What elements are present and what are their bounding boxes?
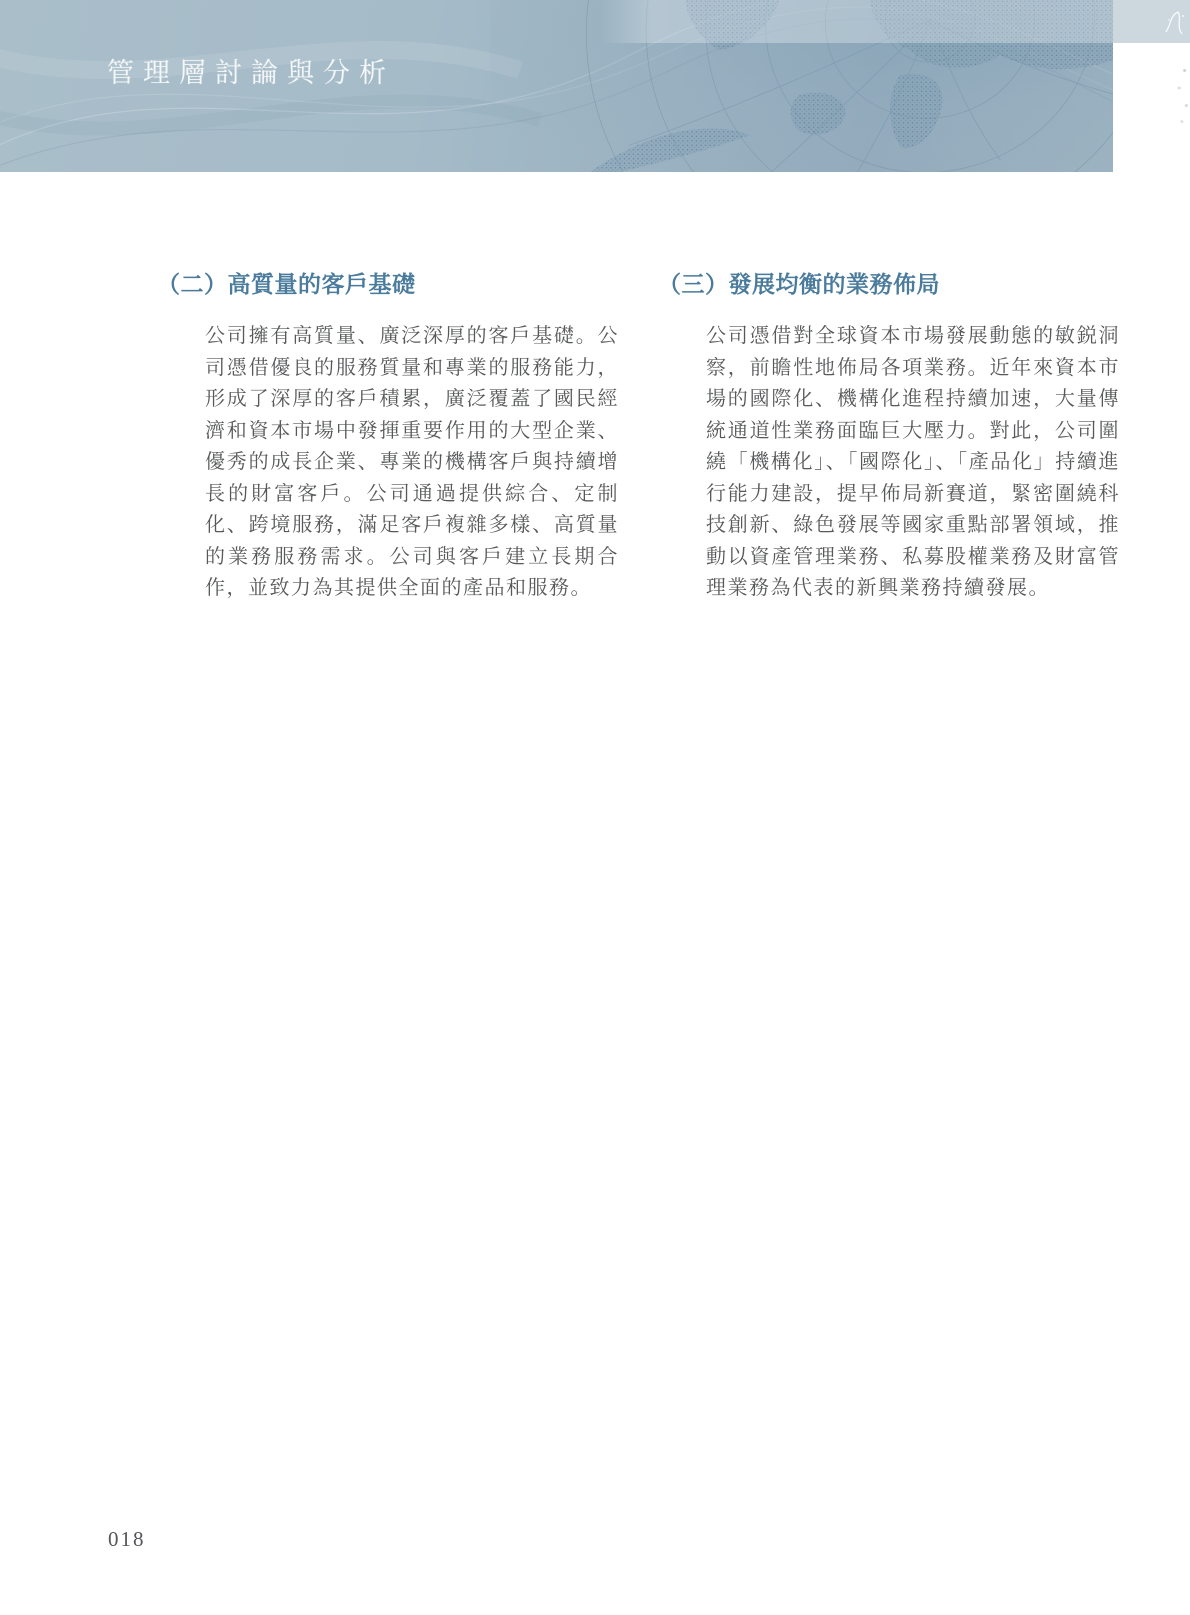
edge-speckle-ornament (1172, 60, 1190, 130)
banner-top-band (600, 0, 1113, 43)
page-title: 管理層討論與分析 (107, 58, 395, 88)
section-heading: （二）高質量的客戶基礎 (157, 271, 416, 297)
section-heading: （三）發展均衡的業務佈局 (658, 271, 940, 297)
banner-top-band-extension (1113, 0, 1190, 43)
section-customer-base (157, 268, 622, 605)
page-number: 018 (108, 1527, 146, 1551)
section-body: 公司擁有高質量、廣泛深厚的客戶基礎。公司憑借優良的服務質量和專業的服務能力，形成了深厚的客戶積累，廣泛覆蓋了國民經濟和資本市場中發揮重要作用的大型企業、優秀的成長企業、專業的機構客戶與持續增長的財富客戶。公司通過提供綜合、定制化、跨境服務，滿足客戶複雜多樣、高質量的業務服務需求。公司與客戶建立長期合作，並致力為其提供全面的產品和服務。 (205, 325, 619, 599)
page-banner (0, 0, 1113, 172)
corner-ornament (1162, 8, 1188, 38)
section-body: 公司憑借對全球資本市場發展動態的敏鋭洞察，前瞻性地佈局各項業務。近年來資本市場的國際化、機構化進程持續加速，大量傳統通道性業務面臨巨大壓力。對此，公司圍繞「機構化」、「國際化」、「產品化」持續進行能力建設，提早佈局新賽道，緊密圍繞科技創新、綠色發展等國家重點部署領域，推動以資產管理業務、私募股權業務及財富管理業務為代表的新興業務持續發展。 (706, 325, 1120, 599)
section-business-layout (658, 268, 1123, 605)
